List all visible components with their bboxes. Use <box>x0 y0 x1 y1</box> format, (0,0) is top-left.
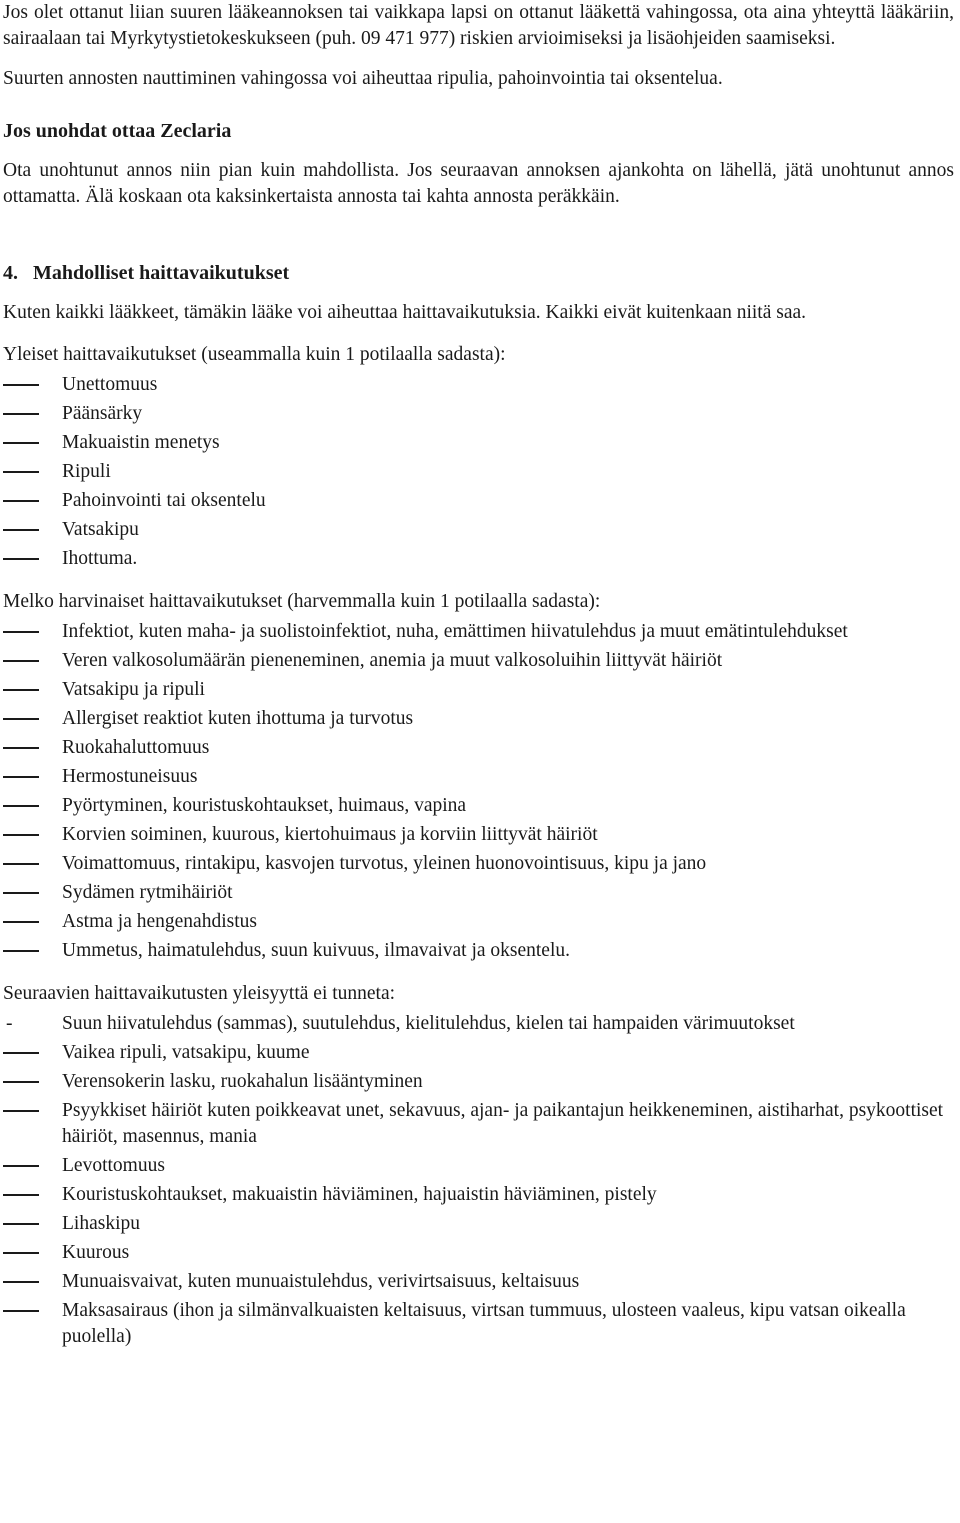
overdose-effects-paragraph: Suurten annosten nauttiminen vahingossa voi aiheuttaa ripulia, pahoinvointia tai oksentelua. <box>3 68 723 89</box>
dash-bullet <box>3 660 39 662</box>
list-item: Ummetus, haimatulehdus, suun kuivuus, ilmavaivat ja oksentelu. <box>3 936 954 965</box>
dash-bullet <box>3 776 39 778</box>
list-item: Vatsakipu <box>3 515 954 544</box>
overdose-paragraph: Jos olet ottanut liian suuren lääkeannoksen tai vaikkapa lapsi on ottanut lääkettä vahingossa, ota aina yhteyttä lääkäriin, sairaalaan tai Myrkytystietokeskukseen (puh. 09 471 977) riskien arvioimiseksi ja lisäohjeiden saamiseksi. <box>3 2 954 49</box>
dash-bullet <box>3 1081 39 1083</box>
list-item: Verensokerin lasku, ruokahalun lisääntyminen <box>3 1067 954 1096</box>
dash-bullet <box>3 500 39 502</box>
list-item: Korvien soiminen, kuurous, kiertohuimaus ja korviin liittyvät häiriöt <box>3 820 954 849</box>
list-item: Infektiot, kuten maha- ja suolistoinfektiot, nuha, emättimen hiivatulehdus ja muut emätintulehdukset <box>3 617 954 646</box>
list-item: Vaikea ripuli, vatsakipu, kuume <box>3 1038 954 1067</box>
dash-bullet <box>3 631 39 633</box>
dash-bullet <box>3 747 39 749</box>
dash-bullet <box>3 1281 39 1283</box>
hyphen-bullet: - <box>6 1013 13 1034</box>
unknown-frequency-label: Seuraavien haittavaikutusten yleisyyttä ei tunneta: <box>3 983 396 1004</box>
dash-bullet <box>3 1252 39 1254</box>
dash-bullet <box>3 1194 39 1196</box>
dash-bullet <box>3 892 39 894</box>
list-item: Unettomuus <box>3 370 954 399</box>
dash-bullet <box>3 863 39 865</box>
dash-bullet <box>3 718 39 720</box>
list-item: Veren valkosolumäärän pieneneminen, anemia ja muut valkosoluihin liittyvät häiriöt <box>3 646 954 675</box>
dash-bullet <box>3 1052 39 1054</box>
list-item: Pahoinvointi tai oksentelu <box>3 486 954 515</box>
dash-bullet <box>3 413 39 415</box>
list-item: - Suun hiivatulehdus (sammas), suutulehdus, kielitulehdus, kielen tai hampaiden värimuutokset <box>3 1009 954 1038</box>
dash-bullet <box>3 529 39 531</box>
list-item: Kouristuskohtaukset, makuaistin häviäminen, hajuaistin häviäminen, pistely <box>3 1180 954 1209</box>
unknown-frequency-list <box>3 1009 954 1351</box>
uncommon-effects-label: Melko harvinaiset haittavaikutukset (harvemmalla kuin 1 potilaalla sadasta): <box>3 591 601 612</box>
list-item: Vatsakipu ja ripuli <box>3 675 954 704</box>
dash-bullet <box>3 1223 39 1225</box>
list-item: Levottomuus <box>3 1151 954 1180</box>
list-item: Munuaisvaivat, kuten munuaistulehdus, verivirtsaisuus, keltaisuus <box>3 1267 954 1296</box>
list-item: Pyörtyminen, kouristuskohtaukset, huimaus, vapina <box>3 791 954 820</box>
missed-dose-heading: Jos unohdat ottaa Zeclaria <box>3 120 232 142</box>
common-effects-label: Yleiset haittavaikutukset (useammalla kuin 1 potilaalla sadasta): <box>3 344 506 365</box>
dash-bullet <box>3 950 39 952</box>
list-item: Lihaskipu <box>3 1209 954 1238</box>
list-item: Ruokahaluttomuus <box>3 733 954 762</box>
dash-bullet <box>3 689 39 691</box>
list-item: Psyykkiset häiriöt kuten poikkeavat unet, sekavuus, ajan- ja paikantajun heikkeneminen, aistiharhat, psykoottiset häiriöt, masennus, mania <box>3 1096 954 1151</box>
dash-bullet <box>3 1165 39 1167</box>
list-item: Astma ja hengenahdistus <box>3 907 954 936</box>
list-item: Sydämen rytmihäiriöt <box>3 878 954 907</box>
list-item: Voimattomuus, rintakipu, kasvojen turvotus, yleinen huonovointisuus, kipu ja jano <box>3 849 954 878</box>
dash-bullet <box>3 471 39 473</box>
section-4-intro: Kuten kaikki lääkkeet, tämäkin lääke voi aiheuttaa haittavaikutuksia. Kaikki eivät kuitenkaan niitä saa. <box>3 302 807 323</box>
list-item: Maksasairaus (ihon ja silmänvalkuaisten keltaisuus, virtsan tummuus, ulosteen vaaleus, kipu vatsan oikealla puolella) <box>3 1296 954 1351</box>
missed-dose-paragraph: Ota unohtunut annos niin pian kuin mahdollista. Jos seuraavan annoksen ajankohta on lähellä, jätä unohtunut annos ottamatta. Älä koskaan ota kaksinkertaista annosta tai kahta annosta peräkkäin. <box>3 160 954 207</box>
uncommon-effects-list <box>3 617 954 965</box>
dash-bullet <box>3 442 39 444</box>
dash-bullet <box>3 805 39 807</box>
list-item: Päänsärky <box>3 399 954 428</box>
dash-bullet <box>3 921 39 923</box>
dash-bullet <box>3 384 39 386</box>
section-4-heading: 4. Mahdolliset haittavaikutukset <box>3 262 290 284</box>
dash-bullet <box>3 558 39 560</box>
dash-bullet <box>3 1310 39 1312</box>
list-item: Kuurous <box>3 1238 954 1267</box>
dash-bullet <box>3 1110 39 1112</box>
common-effects-list <box>3 370 954 573</box>
list-item: Hermostuneisuus <box>3 762 954 791</box>
list-item: Ihottuma. <box>3 544 954 573</box>
list-item: Makuaistin menetys <box>3 428 954 457</box>
list-item: Allergiset reaktiot kuten ihottuma ja turvotus <box>3 704 954 733</box>
dash-bullet <box>3 834 39 836</box>
list-item: Ripuli <box>3 457 954 486</box>
